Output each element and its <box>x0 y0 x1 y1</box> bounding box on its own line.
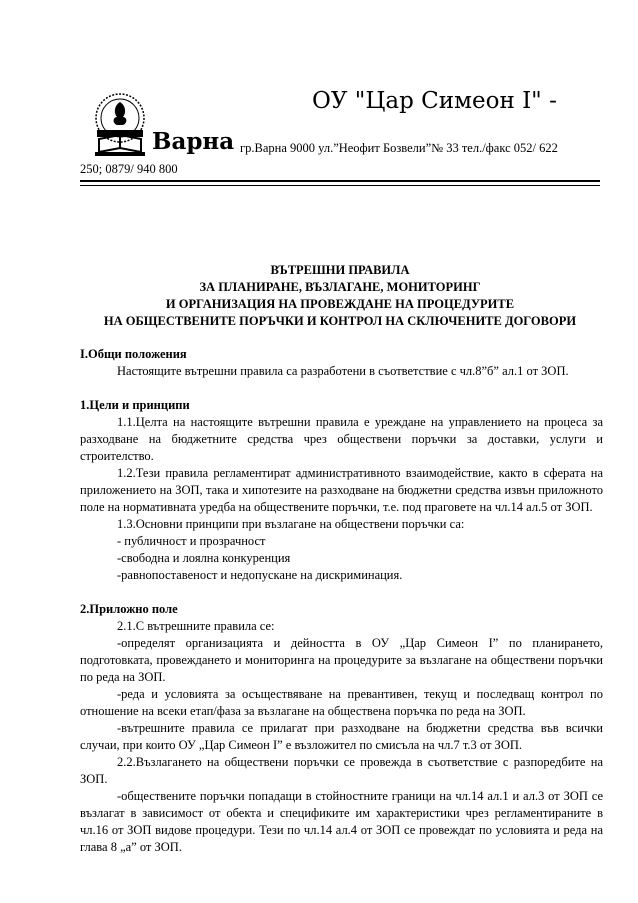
paragraph: 1.3.Основни принципи при възлагане на обществени поръчки са: <box>117 517 465 531</box>
school-crest-icon <box>91 92 149 158</box>
document-body <box>80 346 603 856</box>
title-line-1: ВЪТРЕШНИ ПРАВИЛА <box>270 263 410 277</box>
title-line-3: И ОРГАНИЗАЦИЯ НА ПРОВЕЖДАНЕ НА ПРОЦЕДУРИТЕ <box>165 297 515 311</box>
section-heading-scope: 2.Приложно поле <box>80 602 178 616</box>
paragraph: 2.2.Възлагането на обществени поръчки се провежда в съответствие с разпоредбите на ЗОП. <box>80 755 603 786</box>
paragraph: 2.1.С вътрешните правила се: <box>117 619 275 633</box>
city-name: Варна <box>152 128 235 155</box>
school-name: ОУ "Цар Симеон I" - <box>312 88 557 114</box>
paragraph: -обществените поръчки попадащи в стойностните граници на чл.14 ал.1 и ал.3 от ЗОП се възлагат в зависимост от обекта и спецификите им характеристики чрез регламентираните в чл.16 от ЗОП видове процедури. Тези по чл.14 ал.4 от ЗОП се провеждат по условията и реда на глава 8 „а” от ЗОП. <box>80 789 603 854</box>
address-line-1: гр.Варна 9000 ул.”Неофит Бозвели”№ 33 тел./факс 052/ 622 <box>240 141 558 155</box>
section-heading-general: I.Общи положения <box>80 347 187 361</box>
paragraph: 1.2.Тези правила регламентират административното взаимодействие, както в сферата на приложението на ЗОП, така и хипотезите на разходване на бюджетни средства извън приложното поле на нормативната уредба на обществените поръчки, т.е. под праговете на чл.14 ал.5 от ЗОП. <box>80 466 603 514</box>
paragraph: 1.1.Целта на настоящите вътрешни правила е уреждане на управлението на процеса за разходване на бюджетните средства чрез обществени поръчки за доставки, услуги и строителство. <box>80 415 603 463</box>
list-item: -равнопоставеност и недопускане на дискриминация. <box>117 568 403 582</box>
paragraph: -вътрешните правила се прилагат при разходване на бюджетни средства във всички случаи, при които ОУ „Цар Симеон I” е възложител по смисъла на чл.7 т.3 от ЗОП. <box>80 721 603 752</box>
paragraph: -реда и условията за осъществяване на превантивен, текущ и последващ контрол по отношение на всеки етап/фаза за възлагане на обществена поръчка по реда на ЗОП. <box>80 687 603 718</box>
section-heading-goals: 1.Цели и принципи <box>80 398 190 412</box>
address-line-2: 250; 0879/ 940 800 <box>80 162 178 176</box>
title-line-4: НА ОБЩЕСТВЕНИТЕ ПОРЪЧКИ И КОНТРОЛ НА СКЛЮЧЕНИТЕ ДОГОВОРИ <box>103 314 577 328</box>
title-line-2: ЗА ПЛАНИРАНЕ, ВЪЗЛАГАНЕ, МОНИТОРИНГ <box>199 280 481 294</box>
document-title <box>80 262 600 330</box>
header-rule-thick <box>80 180 600 182</box>
paragraph: -определят организацията и дейността в ОУ „Цар Симеон I” по планирането, подготовката, провеждането и мониторинга на процедурите за възлагане на обществени поръчки по реда на ЗОП. <box>80 636 603 684</box>
header-rule-thin <box>80 185 600 186</box>
paragraph: Настоящите вътрешни правила са разработени в съответствие с чл.8”б” ал.1 от ЗОП. <box>117 364 569 378</box>
list-item: - публичност и прозрачност <box>117 534 266 548</box>
list-item: -свободна и лоялна конкуренция <box>117 551 291 565</box>
